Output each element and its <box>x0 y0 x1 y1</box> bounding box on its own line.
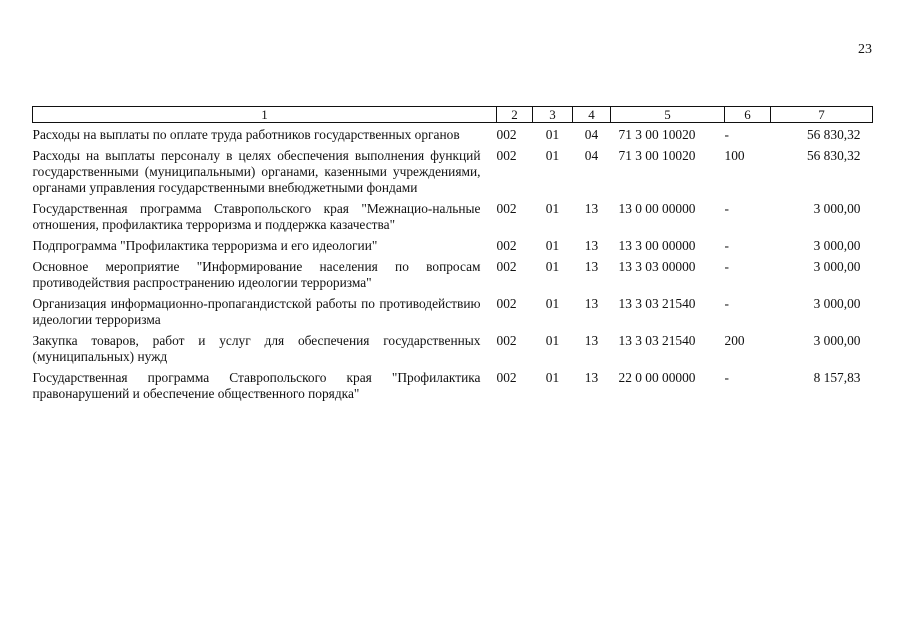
row-code-4: 04 <box>584 127 599 142</box>
header-col-6: 6 <box>725 107 771 123</box>
row-description: Подпрограмма "Профилактика терроризма и его идеологии" <box>32 238 378 253</box>
row-amount: 3 000,00 <box>813 238 861 253</box>
row-code-4: 13 <box>584 296 599 311</box>
header-col-5: 5 <box>611 107 725 123</box>
row-description: Государственная программа Ставропольского края "Профилактика правонарушений и обеспечение общественного порядка" <box>32 370 481 401</box>
budget-table <box>32 106 873 405</box>
row-code-2: 002 <box>496 296 517 311</box>
row-code-4: 13 <box>584 238 599 253</box>
row-amount: 3 000,00 <box>813 296 861 311</box>
header-col-3: 3 <box>533 107 573 123</box>
row-code-5: 22 0 00 00000 <box>618 370 696 385</box>
table-row <box>33 123 873 147</box>
row-amount: 56 830,32 <box>806 148 861 163</box>
row-code-2: 002 <box>496 148 517 163</box>
row-code-2: 002 <box>496 259 517 274</box>
table-row <box>33 294 873 331</box>
row-code-4: 13 <box>584 259 599 274</box>
row-code-5: 13 3 03 00000 <box>618 259 696 274</box>
row-amount: 8 157,83 <box>813 370 861 385</box>
header-col-7: 7 <box>771 107 873 123</box>
row-code-6: - <box>724 370 729 385</box>
row-code-3: 01 <box>545 296 560 311</box>
row-description: Основное мероприятие "Информирование населения по вопросам противодействия распространению идеологии терроризма" <box>32 259 481 290</box>
row-code-6: - <box>724 259 729 274</box>
row-amount: 3 000,00 <box>813 333 861 348</box>
row-description: Организация информационно-пропагандистской работы по противодействию идеологии терроризма <box>32 296 481 327</box>
table-row <box>33 146 873 199</box>
row-code-5: 71 3 00 10020 <box>618 148 696 163</box>
table-row <box>33 331 873 368</box>
row-code-3: 01 <box>545 259 560 274</box>
row-code-3: 01 <box>545 238 560 253</box>
row-code-4: 04 <box>584 148 599 163</box>
table-row <box>33 236 873 257</box>
row-code-2: 002 <box>496 127 517 142</box>
header-col-4: 4 <box>573 107 611 123</box>
header-row <box>33 107 873 123</box>
row-code-2: 002 <box>496 370 517 385</box>
row-code-5: 13 0 00 00000 <box>618 201 696 216</box>
row-code-3: 01 <box>545 127 560 142</box>
row-code-5: 13 3 03 21540 <box>618 333 696 348</box>
table-row <box>33 257 873 294</box>
row-code-2: 002 <box>496 238 517 253</box>
row-code-5: 13 3 00 00000 <box>618 238 696 253</box>
row-description: Расходы на выплаты персоналу в целях обеспечения выполнения функций государственными (муниципальными) органами, казенными учреждениями, органами управления государственными внебюджетными фондами <box>32 148 481 195</box>
row-code-6: 200 <box>724 333 745 348</box>
row-code-2: 002 <box>496 201 517 216</box>
header-col-2: 2 <box>497 107 533 123</box>
row-code-4: 13 <box>584 201 599 216</box>
row-code-5: 71 3 00 10020 <box>618 127 696 142</box>
row-amount: 3 000,00 <box>813 201 861 216</box>
row-code-3: 01 <box>545 148 560 163</box>
row-description: Закупка товаров, работ и услуг для обеспечения государственных (муниципальных) нужд <box>32 333 481 364</box>
row-code-6: 100 <box>724 148 745 163</box>
row-code-3: 01 <box>545 370 560 385</box>
row-code-6: - <box>724 201 729 216</box>
row-amount: 56 830,32 <box>806 127 861 142</box>
row-code-6: - <box>724 296 729 311</box>
page-number: 23 <box>858 42 872 57</box>
row-code-4: 13 <box>584 333 599 348</box>
row-code-6: - <box>724 127 729 142</box>
row-description: Расходы на выплаты по оплате труда работников государственных органов <box>32 127 460 142</box>
row-code-4: 13 <box>584 370 599 385</box>
row-code-6: - <box>724 238 729 253</box>
row-amount: 3 000,00 <box>813 259 861 274</box>
row-code-3: 01 <box>545 333 560 348</box>
table-row <box>33 199 873 236</box>
header-col-1: 1 <box>33 107 497 123</box>
row-code-2: 002 <box>496 333 517 348</box>
table-row <box>33 368 873 405</box>
row-description: Государственная программа Ставропольского края "Межнацио-нальные отношения, профилактика терроризма и поддержка казачества" <box>32 201 481 232</box>
row-code-3: 01 <box>545 201 560 216</box>
row-code-5: 13 3 03 21540 <box>618 296 696 311</box>
